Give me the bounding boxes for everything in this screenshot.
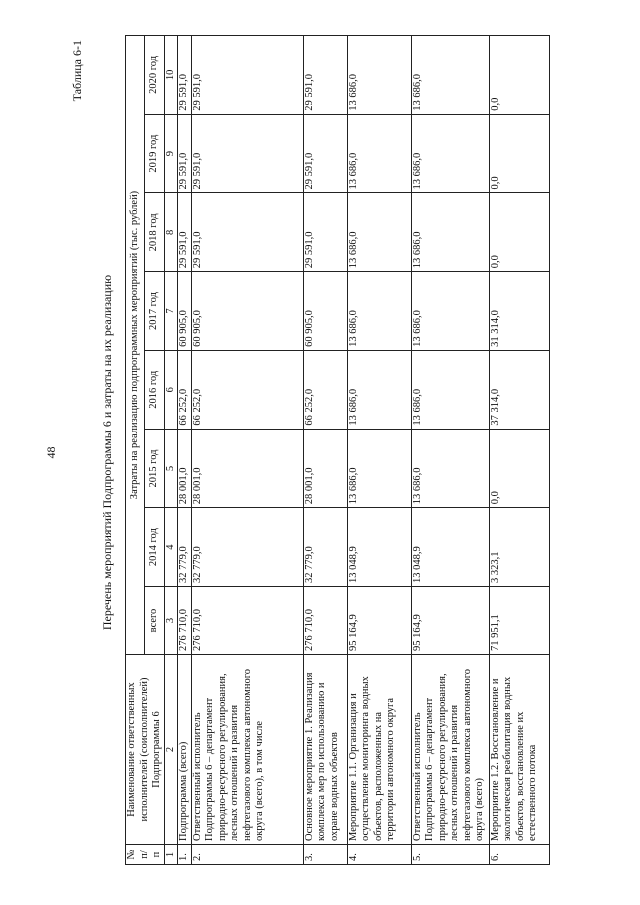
header-year: 2016 год <box>145 350 164 429</box>
header-num: № п/п <box>126 845 165 865</box>
row-value: 13 686,0 <box>347 193 411 272</box>
row-value: 29 591,0 <box>191 114 303 193</box>
row-value: 3 323,1 <box>489 508 549 587</box>
row-value: 29 591,0 <box>303 36 347 115</box>
row-value: 31 314,0 <box>489 272 549 351</box>
table-row <box>178 36 192 865</box>
row-value: 0,0 <box>489 429 549 508</box>
row-value: 0,0 <box>489 114 549 193</box>
col-number: 9 <box>164 114 178 193</box>
row-value: 71 951,1 <box>489 587 549 655</box>
row-value: 0,0 <box>489 36 549 115</box>
row-value: 28 001,0 <box>303 429 347 508</box>
row-value: 276 710,0 <box>191 587 303 655</box>
row-value: 13 686,0 <box>347 36 411 115</box>
row-name: Мероприятие 1.2. Восстановление и экологическая реабилитация водных объектов, восстановление их естественного потока <box>489 655 549 845</box>
row-value: 276 710,0 <box>303 587 347 655</box>
header-year: 2015 год <box>145 429 164 508</box>
row-value: 13 686,0 <box>347 350 411 429</box>
row-value: 95 164,9 <box>347 587 411 655</box>
row-value: 29 591,0 <box>178 36 192 115</box>
col-number: 7 <box>164 272 178 351</box>
page-number: 48 <box>44 446 58 459</box>
row-value: 13 686,0 <box>347 272 411 351</box>
row-value: 13 048,9 <box>347 508 411 587</box>
row-value: 13 048,9 <box>411 508 489 587</box>
row-number: 3. <box>303 845 347 865</box>
row-value: 60 905,0 <box>303 272 347 351</box>
row-value: 66 252,0 <box>191 350 303 429</box>
row-name: Основное мероприятие 1. Реализация комплекса мер по использованию и охране водных объектов <box>303 655 347 845</box>
header-year: 2019 год <box>145 114 164 193</box>
table-row <box>411 36 489 865</box>
row-value: 60 905,0 <box>191 272 303 351</box>
table-label: Таблица 6-1 <box>70 40 84 102</box>
row-value: 28 001,0 <box>178 429 192 508</box>
row-value: 95 164,9 <box>411 587 489 655</box>
header-year: 2014 год <box>145 508 164 587</box>
table-row <box>303 36 347 865</box>
row-value: 66 252,0 <box>178 350 192 429</box>
row-value: 29 591,0 <box>191 36 303 115</box>
table-row <box>347 36 411 865</box>
col-number: 10 <box>164 36 178 115</box>
col-number: 6 <box>164 350 178 429</box>
row-number: 5. <box>411 845 489 865</box>
row-value: 13 686,0 <box>411 36 489 115</box>
row-name: Мероприятие 1.1. Организация и осуществление мониторинга водных объектов, расположенных на территории автономного округа <box>347 655 411 845</box>
row-value: 13 686,0 <box>411 193 489 272</box>
row-name: Ответственный исполнитель Подпрограммы 6 – департамент природно-ресурсного регулирования, лесных отношений и развития нефтегазового комплекса автономного округа (всего) <box>411 655 489 845</box>
col-number: 2 <box>164 655 178 845</box>
row-value: 29 591,0 <box>303 193 347 272</box>
row-value: 13 686,0 <box>411 429 489 508</box>
header-name: Наименование ответственных исполнителей (соисполнителей) Подпрограммы 6 <box>126 655 165 845</box>
header-year: 2017 год <box>145 272 164 351</box>
col-number: 8 <box>164 193 178 272</box>
row-value: 32 779,0 <box>303 508 347 587</box>
row-value: 13 686,0 <box>347 429 411 508</box>
col-number: 3 <box>164 587 178 655</box>
row-number: 2. <box>191 845 303 865</box>
row-value: 29 591,0 <box>178 114 192 193</box>
col-number: 4 <box>164 508 178 587</box>
row-value: 32 779,0 <box>191 508 303 587</box>
header-year: 2018 год <box>145 193 164 272</box>
header-year: 2020 год <box>145 36 164 115</box>
header-costs: Затраты на реализацию подпрограммных мероприятий (тыс. рублей) <box>126 36 145 655</box>
row-value: 276 710,0 <box>178 587 192 655</box>
cost-table <box>125 35 550 865</box>
row-number: 6. <box>489 845 549 865</box>
row-value: 13 686,0 <box>411 272 489 351</box>
row-name: Ответственный исполнитель Подпрограммы 6 – департамент природно-ресурсного регулирования, лесных отношений и развития нефтегазового комплекса автономного округа (всего), в том числе <box>191 655 303 845</box>
row-value: 29 591,0 <box>191 193 303 272</box>
row-value: 13 686,0 <box>411 114 489 193</box>
table-title: Перечень мероприятий Подпрограммы 6 и затраты на их реализацию <box>100 274 114 631</box>
row-value: 28 001,0 <box>191 429 303 508</box>
row-value: 37 314,0 <box>489 350 549 429</box>
row-value: 66 252,0 <box>303 350 347 429</box>
row-value: 32 779,0 <box>178 508 192 587</box>
row-value: 13 686,0 <box>347 114 411 193</box>
table-row <box>191 36 303 865</box>
col-number: 1 <box>164 845 178 865</box>
table-row <box>489 36 549 865</box>
header-total: всего <box>145 587 164 655</box>
row-value: 29 591,0 <box>303 114 347 193</box>
row-value: 0,0 <box>489 193 549 272</box>
col-number: 5 <box>164 429 178 508</box>
row-number: 4. <box>347 845 411 865</box>
row-value: 60 905,0 <box>178 272 192 351</box>
row-value: 29 591,0 <box>178 193 192 272</box>
row-number: 1. <box>178 845 192 865</box>
row-name: Подпрограмма (всего) <box>178 655 192 845</box>
row-value: 13 686,0 <box>411 350 489 429</box>
